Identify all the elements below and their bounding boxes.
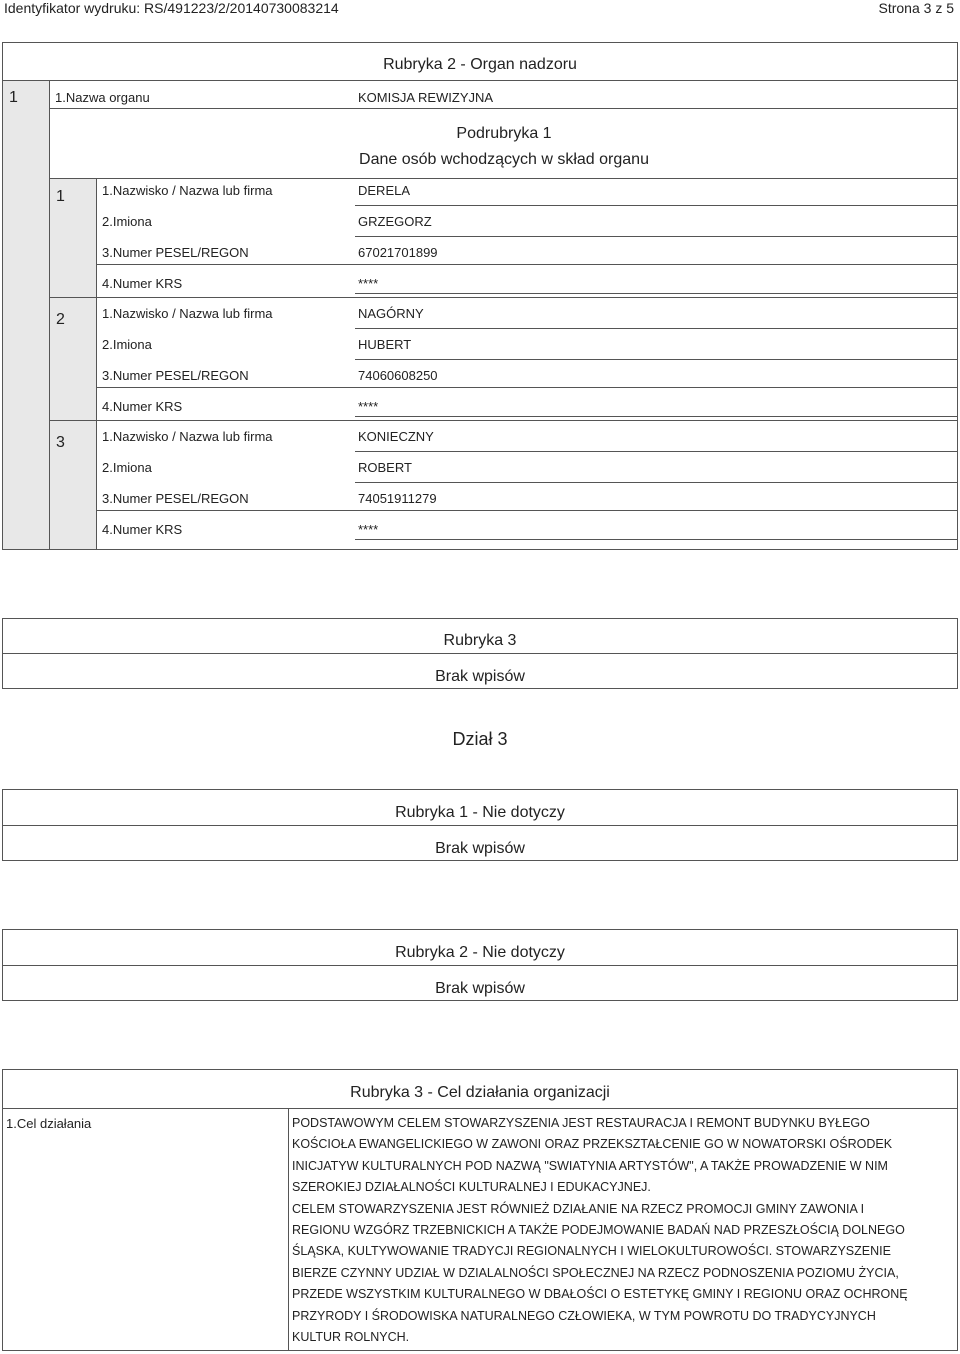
pesel-label: 3.Numer PESEL/REGON (102, 491, 249, 506)
first-names-label: 2.Imiona (102, 214, 152, 229)
text-line: REGIONU WZGÓRZ TRZEBNICKICH A TAKŻE PODEJMOWANIE BADAŃ NAD PRZESZŁOŚCIĄ DOLNEGO (292, 1223, 905, 1238)
print-identifier: Identyfikator wydruku: RS/491223/2/20140730083214 (4, 0, 339, 16)
first-names-value: HUBERT (358, 337, 412, 352)
krs-label: 4.Numer KRS (102, 522, 183, 537)
surname-value: KONIECZNY (358, 429, 434, 444)
person-number: 1 (56, 188, 65, 205)
pesel-value: 67021701899 (358, 245, 438, 260)
person-number: 3 (56, 434, 65, 451)
first-names-label: 2.Imiona (102, 337, 152, 352)
krs-value: **** (358, 276, 379, 291)
krs-label: 4.Numer KRS (102, 399, 183, 414)
surname-label: 1.Nazwisko / Nazwa lub firma (102, 429, 273, 444)
text-line: SZEROKIEJ DZIAŁALNOŚCI KULTURALNEJ I EDUKACYJNEJ. (292, 1180, 651, 1195)
pesel-label: 3.Numer PESEL/REGON (102, 368, 249, 383)
surname-label: 1.Nazwisko / Nazwa lub firma (102, 306, 273, 321)
text-line: KULTUR ROLNYCH. (292, 1330, 410, 1345)
empty-notice: Brak wpisów (435, 668, 525, 685)
organ-name-label: 1.Nazwa organu (55, 90, 150, 105)
text-line: PRZYRODY I ŚRODOWISKA NATURALNEGO CZŁOWIEKA, W TYM POWROTU DO TRADYCYJNYCH (292, 1308, 876, 1323)
empty-notice: Brak wpisów (435, 980, 525, 997)
section-title: Rubryka 2 - Organ nadzoru (383, 56, 577, 73)
text-line: KOŚCIOŁA EWANGELICKIEGO W ZAWONI ORAZ PRZEKSZTAŁCENIE GO W NOWATORSKI OŚRODEK (292, 1137, 893, 1152)
text-line: BIERZE CZYNNY UDZIAŁ W DZIALALNOŚCI SPOŁECZNEJ NA RZECZ PODNOSZENIA POZIOMU ŻYCIA, (292, 1265, 899, 1280)
first-names-label: 2.Imiona (102, 460, 152, 475)
text-line: ŚLĄSKA, KULTYWOWANIE TRADYCJI REGIONALNYCH I WIELOKULTUROWOŚCI. STOWARZYSZENIE (292, 1244, 891, 1259)
section-title: Rubryka 2 - Nie dotyczy (395, 944, 565, 961)
purpose-label: 1.Cel działania (6, 1116, 92, 1131)
text-line: INICJATYW KULTURALNYCH POD NAZWĄ "SWIATYNIA ARTYSTÓW", A TAKŻE PROWADZENIE W NIM (292, 1158, 888, 1173)
krs-value: **** (358, 399, 379, 414)
dzial-3-heading: Dział 3 (452, 729, 508, 749)
empty-notice: Brak wpisów (435, 840, 525, 857)
text-line: CELEM STOWARZYSZENIA JEST RÓWNIEŻ DZIAŁANIE NA RZECZ PROMOCJI GMINY ZAWONIA I (292, 1201, 865, 1216)
text-line: PODSTAWOWYM CELEM STOWARZYSZENIA JEST RESTAURACJA I REMONT BUDYNKU BYŁEGO (292, 1116, 870, 1130)
subsection-title: Podrubryka 1 (456, 125, 552, 142)
first-names-value: GRZEGORZ (358, 214, 432, 229)
pesel-value: 74051911279 (358, 491, 437, 506)
row-number: 1 (9, 89, 18, 106)
organ-name-value: KOMISJA REWIZYJNA (358, 90, 494, 105)
surname-value: NAGÓRNY (358, 306, 424, 321)
pesel-label: 3.Numer PESEL/REGON (102, 245, 249, 260)
section-title: Rubryka 3 - Cel działania organizacji (350, 1084, 610, 1101)
person-number: 2 (56, 311, 65, 328)
pesel-value: 74060608250 (358, 368, 438, 383)
purpose-text (292, 1113, 956, 1348)
section-title: Rubryka 3 (443, 632, 517, 649)
text-line: PRZEDE WSZYSTKIM KULTURALNEGO W DBAŁOŚCI O ESTETYKĘ GMINY I REGIONU ORAZ OCHRONĘ (292, 1287, 908, 1302)
krs-value: **** (358, 522, 379, 537)
krs-label: 4.Numer KRS (102, 276, 183, 291)
page-number: Strona 3 z 5 (878, 0, 954, 16)
surname-label: 1.Nazwisko / Nazwa lub firma (102, 183, 273, 198)
surname-value: DERELA (358, 183, 411, 198)
subsection-subtitle: Dane osób wchodzących w skład organu (359, 151, 649, 168)
section-title: Rubryka 1 - Nie dotyczy (395, 804, 565, 821)
first-names-value: ROBERT (358, 460, 412, 475)
